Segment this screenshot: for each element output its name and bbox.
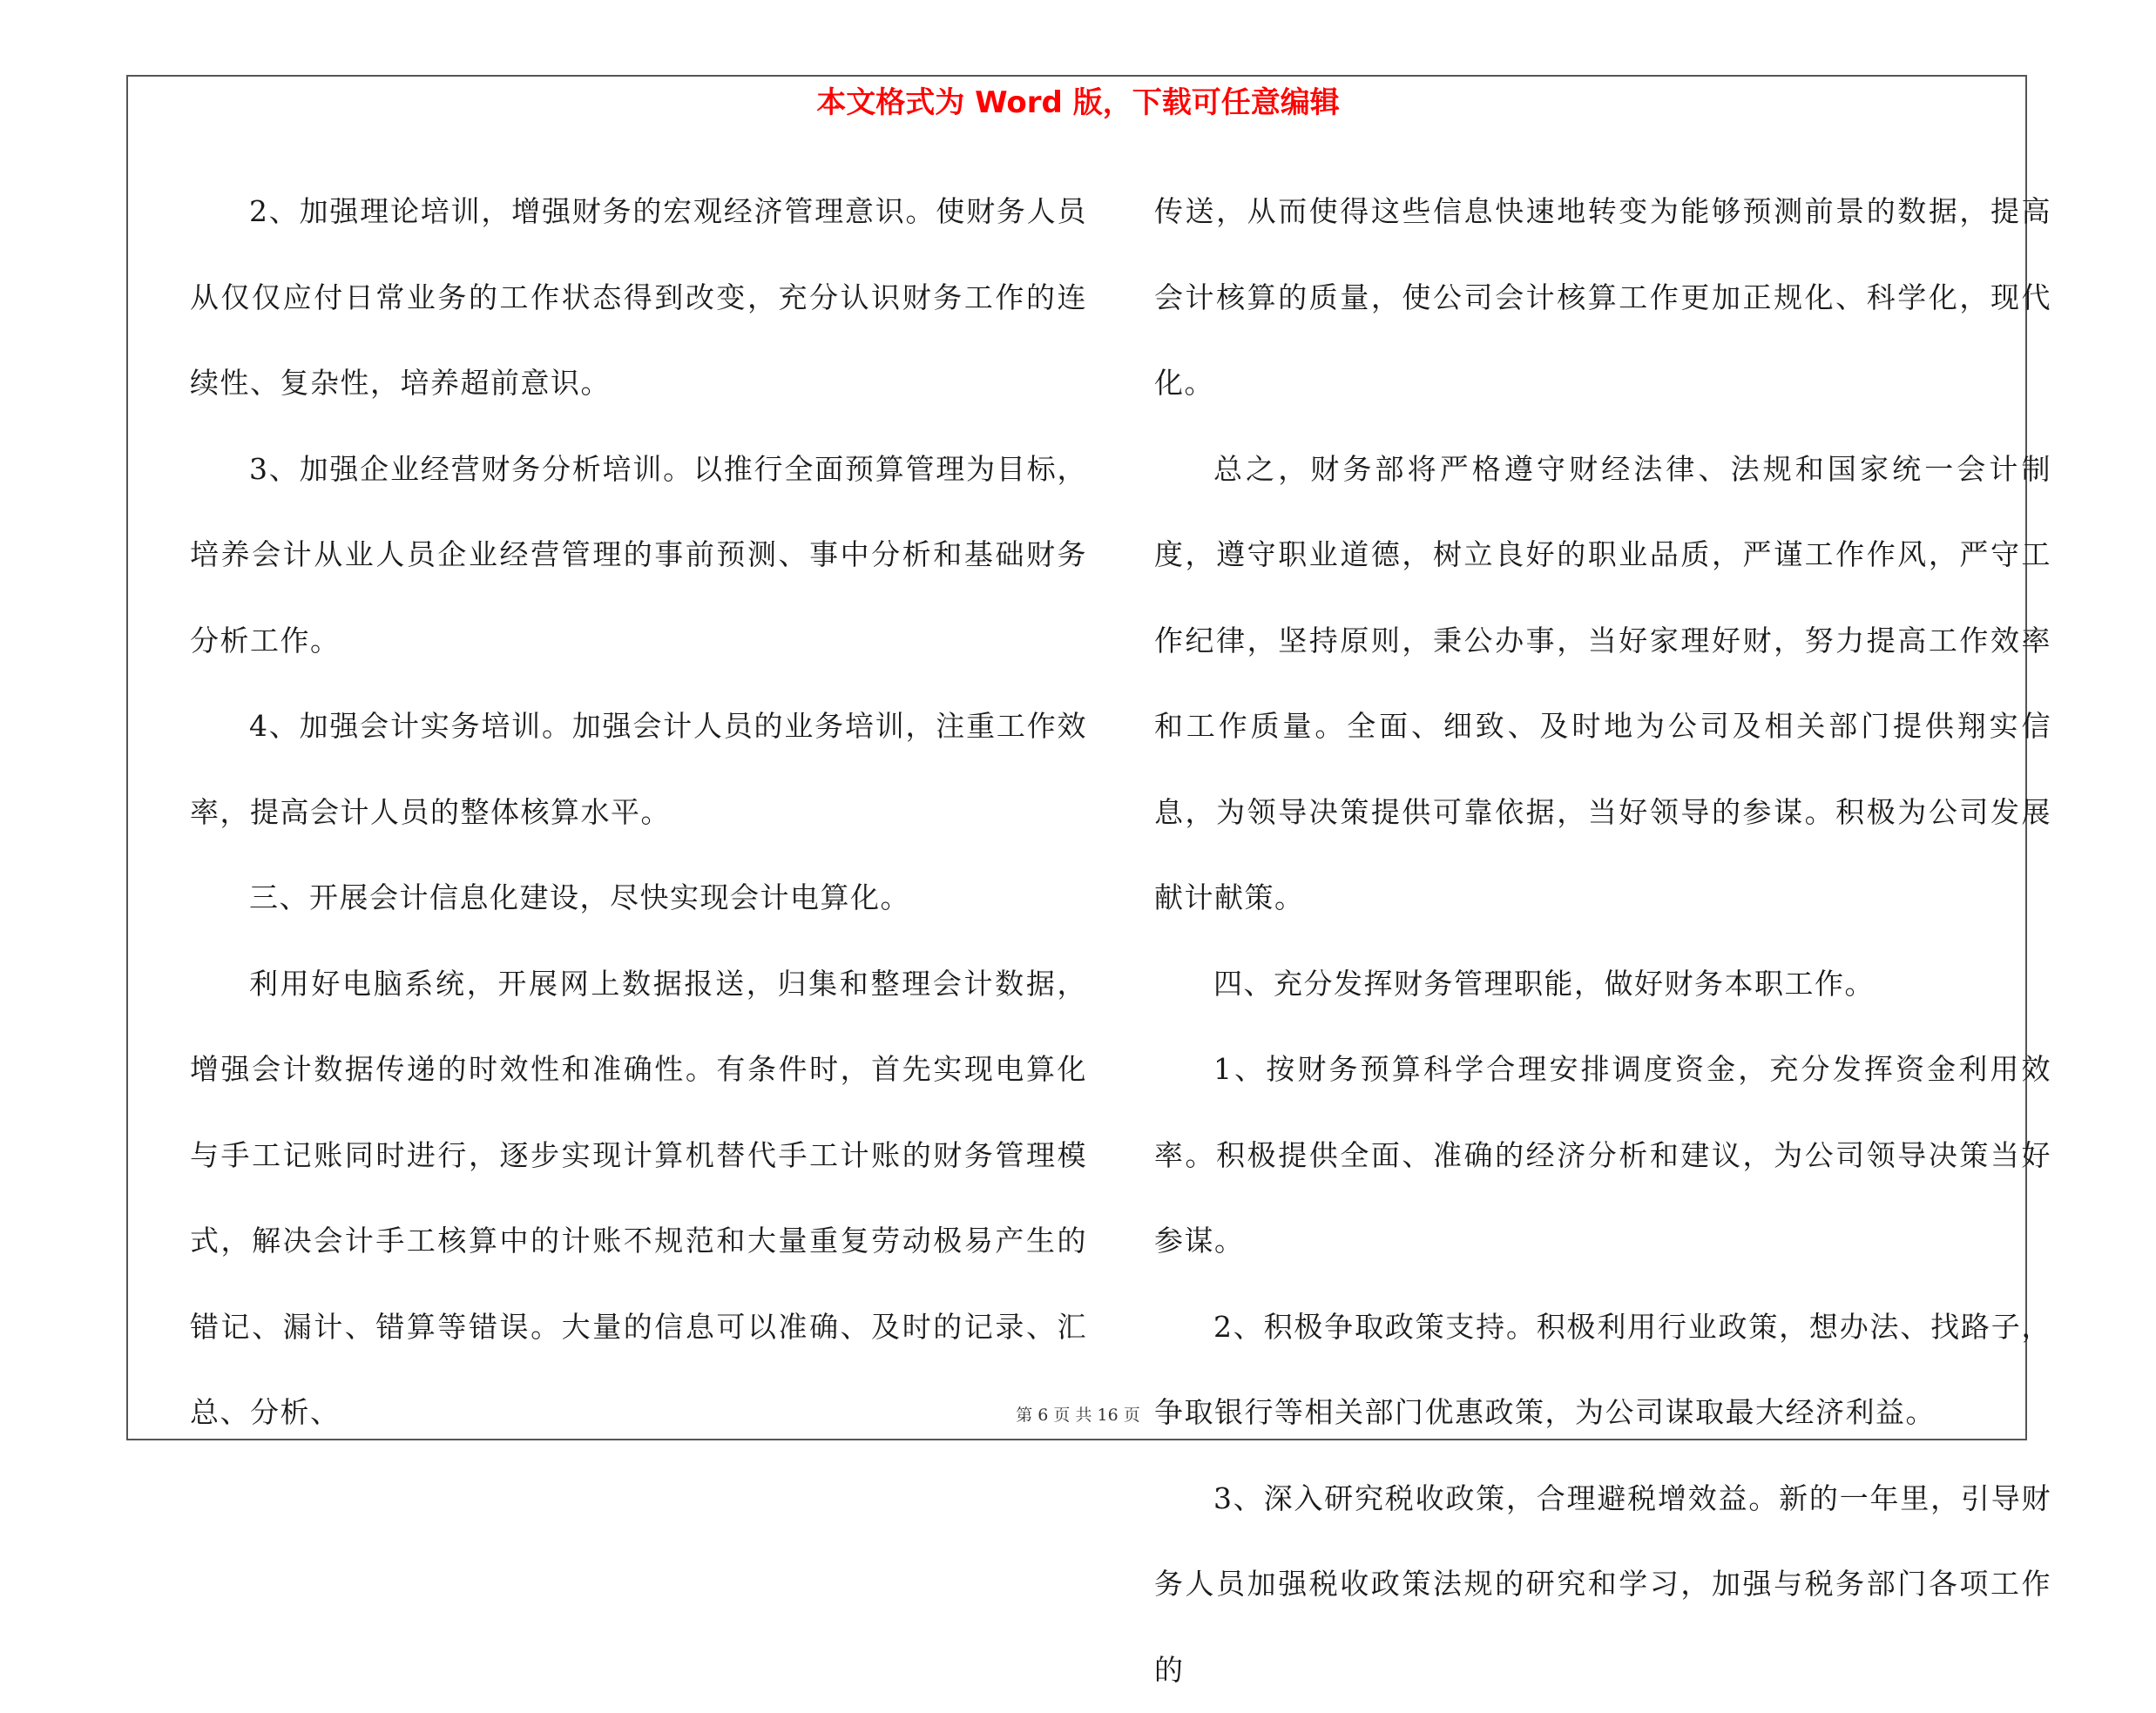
paragraph: 三、开展会计信息化建设，尽快实现会计电算化。 — [190, 855, 1087, 941]
left-text-column — [190, 169, 1087, 1456]
paragraph: 4、加强会计实务培训。加强会计人员的业务培训，注重工作效率，提高会计人员的整体核算水平。 — [190, 684, 1087, 855]
paragraph: 总之，财务部将严格遵守财经法律、法规和国家统一会计制度，遵守职业道德，树立良好的职业品质，严谨工作作风，严守工作纪律，坚持原则，秉公办事，当好家理好财，努力提高工作效率和工作质量。全面、细致、及时地为公司及相关部门提供翔实信息，为领导决策提供可靠依据，当好领导的参谋。积极为公司发展献计献策。 — [1154, 427, 2051, 941]
paragraph: 3、加强企业经营财务分析培训。以推行全面预算管理为目标，培养会计从业人员企业经营管理的事前预测、事中分析和基础财务分析工作。 — [190, 427, 1087, 685]
paragraph: 1、按财务预算科学合理安排调度资金，充分发挥资金利用效率。积极提供全面、准确的经济分析和建议，为公司领导决策当好参谋。 — [1154, 1027, 2051, 1285]
word-format-banner: 本文格式为 Word 版，下载可任意编辑 — [0, 84, 2156, 122]
paragraph: 四、充分发挥财务管理职能，做好财务本职工作。 — [1154, 941, 2051, 1028]
page-number-footer: 第 6 页 共 16 页 — [0, 1405, 2156, 1426]
paragraph: 利用好电脑系统，开展网上数据报送，归集和整理会计数据，增强会计数据传递的时效性和准确性。有条件时，首先实现电算化与手工记账同时进行，逐步实现计算机替代手工计账的财务管理模式，解决会计手工核算中的计账不规范和大量重复劳动极易产生的错记、漏计、错算等错误。大量的信息可以准确、及时的记录、汇总、分析、 — [190, 941, 1087, 1456]
paragraph: 2、加强理论培训，增强财务的宏观经济管理意识。使财务人员从仅仅应付日常业务的工作状态得到改变，充分认识财务工作的连续性、复杂性，培养超前意识。 — [190, 169, 1087, 427]
paragraph: 3、深入研究税收政策，合理避税增效益。新的一年里，引导财务人员加强税收政策法规的研究和学习，加强与税务部门各项工作的 — [1154, 1456, 2051, 1713]
right-text-column — [1154, 169, 2051, 1713]
paragraph: 2、积极争取政策支持。积极利用行业政策，想办法、找路子，争取银行等相关部门优惠政策，为公司谋取最大经济利益。 — [1154, 1285, 2051, 1456]
paragraph: 传送，从而使得这些信息快速地转变为能够预测前景的数据，提高会计核算的质量，使公司会计核算工作更加正规化、科学化，现代化。 — [1154, 169, 2051, 427]
